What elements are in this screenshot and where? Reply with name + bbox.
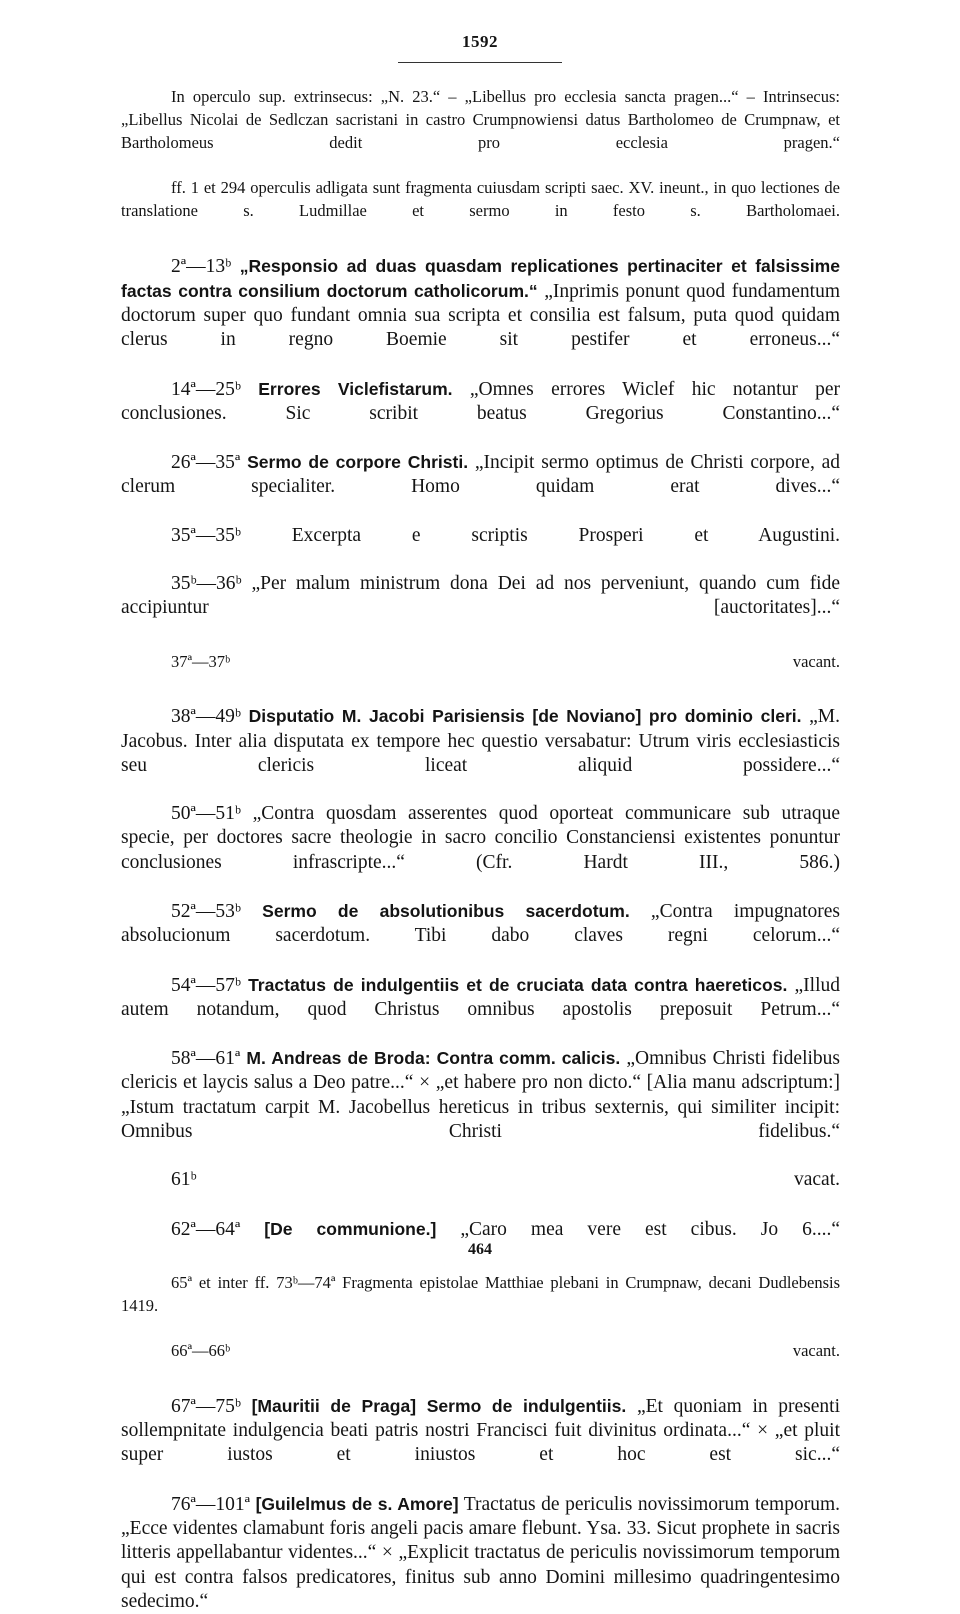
entry-text: Excerpta e scriptis Prosperi et Augustini. [291,524,841,546]
catalog-entries [121,86,840,1614]
page-number-bottom: 464 [468,1241,492,1258]
entry-title: [Mauritii de Praga] Sermo de indulgentiis. [251,1396,627,1417]
folio-reference: 35ª—35ᵇ [171,524,241,546]
folio-reference: 38ª—49ᵇ [171,706,241,728]
catalog-entry [121,1168,840,1216]
folio-reference: 35ᵇ—36ᵇ [171,573,242,595]
catalog-entry [121,802,840,899]
folio-reference: 52ª—53ᵇ [171,901,241,923]
entry-title: Errores Viclefistarum. [258,378,453,399]
folio-reference: 61ᵇ [171,1169,197,1191]
entry-title: M. Andreas de Broda: Contra comm. calicis. [246,1048,621,1069]
folio-reference: 65ª [171,1273,193,1293]
entry-text: vacant. [792,1341,840,1361]
catalog-entry [121,177,840,245]
entry-text: „Inprimis ponunt quod fundamentum doctorum super quo fundant omnia sua scripta et consilia est falsum, puta quod quidam clerus in regno Boemie sit pestifer et erroneus...“ [121,280,841,351]
entry-title: [De communione.] [264,1218,437,1239]
entry-text: „Contra quosdam asserentes quod oporteat communicare sub utraque specie, per doctores sacre theologie in sacro concilio Constanciensi existentes ponuntur conclusiones infrascripte...“ (Cfr. Hardt III., 586.) [121,803,840,873]
catalog-entry [121,377,840,451]
folio-reference: 76ª—101ª [171,1493,251,1515]
entry-title: Tractatus de indulgentiis et de cruciata data contra haereticos. [248,974,788,995]
catalog-entry [121,1046,840,1168]
entry-text: In operculo sup. extrinsecus: „N. 23.“ – „Libellus pro ecclesia sancta pragen...“ – Intrinsecus: „Libellus Nicolai de Sedlczan sacristani in castro Crumpnowiensi datus Bartholomeo de Crumpnaw, et Bartholomeus dedit pro ecclesia pragen.“ [121,87,840,152]
entry-text: „M. Jacobus. Inter alia disputata ex tempore hec questio versabatur: Utrum viris ecclesiasticis seu clericis liceat aliquid possidere...“ [121,706,841,776]
entry-text: vacant. [792,651,840,671]
catalog-entry [121,1340,840,1386]
catalog-entry [121,86,840,177]
catalog-entry [121,450,840,524]
entry-title: Sermo de corpore Christi. [247,452,469,473]
entry-text: „Et quoniam in presenti sollempnitate indulgencia beati patris nostri Francisci fuit divinitus ordinata...“ × „et pluit super iustos et iniustos et hoc est sic...“ [121,1396,841,1466]
folio-reference: 54ª—57ᵇ [171,974,241,996]
entry-title: [Guilelmus de s. Amore] [255,1493,459,1514]
entry-text: „Illud autem notandum, quod Christus omnibus apostolis preposuit Petrum...“ [121,974,840,1020]
entry-text: Tractatus de periculis novissimorum temporum. „Ecce videntes clamabunt foris angeli pacis amare flebunt. Ysa. 33. Sicut prophete in sacris litteris appellabantur videntes...“ × „Explicit tractatus de periculis novissimorum temporum qui est contra falsos predicatores, finitus sub anno Domini millesimo quadringentesimo sedecimo.“ [121,1493,840,1612]
folio-reference: 58ª—61ª [171,1048,241,1070]
entry-text: „Contra impugnatores absolucionum sacerdotum. Tibi dabo claves regni celorum...“ [121,901,841,947]
page-number-top: 1592 [462,32,498,51]
entry-text: ff. 1 et 294 operculis adligata sunt fragmenta cuiusdam scripti saec. XV. ineunt., in quo lectiones de translatione s. Ludmillae et sermo in festo s. Bartholomaei. [121,178,840,220]
entry-text: „Incipit sermo optimus de Christi corpore, ad clerum specialiter. Homo quidam erat dives...“ [121,452,841,498]
folio-reference: 37ª—37ᵇ [171,651,231,671]
catalog-entry [121,572,840,645]
catalog-entry [121,1492,840,1614]
folio-reference: 14ª—25ᵇ [171,378,241,400]
entry-text: „Omnibus Christi fidelibus clericis et laycis salus a Deo patre...“ × „et habere pro non dicto.“ [Alia manu adscriptum:] „Istum tractatum carpit M. Jacobellus hereticus in tribus sexternis, qui similiter incipit: Omnibus Christi fidelibus.“ [121,1048,841,1142]
catalog-entry [121,254,840,377]
catalog-entry [121,1394,840,1492]
entry-text: „Omnes errores Wiclef hic notantur per conclusiones. Sic scribit beatus Gregorius Constantino...“ [121,378,841,424]
entry-title: Sermo de absolutionibus sacerdotum. [262,901,630,922]
catalog-entry [121,704,840,802]
folio-reference: 26ª—35ª [171,452,241,474]
catalog-entry [121,899,840,973]
folio-reference: 62ª—64ª [171,1218,241,1240]
header-rule [398,62,562,63]
entry-text: vacat. [793,1169,840,1191]
entry-text: et inter ff. 73ᵇ—74ª Fragmenta epistolae Matthiae plebani in Crumpnaw, decani Dudlebensis 1419. [121,1273,840,1315]
entry-text: „Caro mea vere est cibus. Jo 6....“ [460,1218,840,1240]
folio-reference: 67ª—75ᵇ [171,1396,241,1418]
catalog-entry [121,1272,840,1340]
folio-reference: 66ª—66ᵇ [171,1341,231,1361]
folio-reference: 2ª—13ᵇ [171,255,232,277]
entry-title: „Responsio ad duas quasdam replicationes pertinaciter et falsissime factas contra consilium doctorum catholicorum.“ [121,255,840,301]
catalog-entry [121,524,840,572]
entry-title: Disputatio M. Jacobi Parisiensis [de Noviano] pro dominio cleri. [248,706,802,727]
catalog-entry [121,973,840,1047]
folio-reference: 50ª—51ᵇ [171,803,241,825]
catalog-entry [121,651,840,697]
entry-text: „Per malum ministrum dona Dei ad nos perveniunt, quando cum fide accipiuntur [auctoritates]...“ [121,573,841,619]
